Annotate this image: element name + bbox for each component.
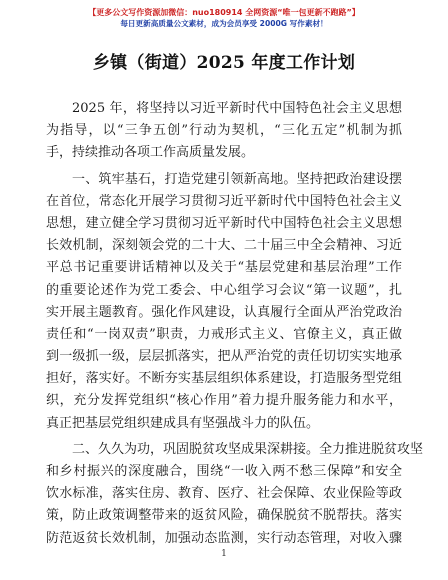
promo-banner — [0, 7, 448, 29]
paragraph-line: 策，防止政策调整带来的返贫风险，确保脱贫不脱帮扶。落实 — [46, 508, 402, 524]
paragraph-line: 和乡村振兴的深度融合，围绕“一收入两不愁三保障”和安全 — [46, 464, 402, 479]
paragraph-line: 防范返贫长效机制，加强动态监测，实行动态管理，对收入骤 — [46, 530, 402, 546]
paragraph-line: 长效机制，深刻领会党的二十大、二十届三中全会精神、习近 — [46, 238, 402, 254]
paragraph — [46, 439, 424, 550]
page-number: 1 — [221, 549, 227, 559]
paragraph-line: 真正把基层党组织建成具有坚强战斗力的队伍。 — [46, 415, 320, 431]
promo-banner-line-2: 每日更新高质量公文素材，成为会员享受 2000G 写作素材！ — [120, 19, 328, 28]
document-title: 乡镇（街道）2025 年度工作计划 — [92, 53, 356, 73]
paragraph-line: 实开展主题教育。强化作风建设，认真履行全面从严治党政治 — [46, 304, 402, 320]
paragraph-line: 担好，落实好。不断夯实基层组织体系建设，打造服务型党组 — [46, 371, 402, 387]
paragraph-line: 思想，建立健全学习贯彻习近平新时代中国特色社会主义思想 — [46, 215, 402, 231]
paragraph — [46, 98, 402, 165]
paragraph-line: 二、久久为功，巩固脱贫攻坚成果深耕接。全力推进脱贫攻坚 — [72, 441, 424, 457]
paragraph-line: 2025 年，将坚持以习近平新时代中国特色社会主义思想 — [72, 101, 402, 116]
paragraph-line: 一、筑牢基石，打造党建引领新高地。坚持把政治建设摆 — [72, 171, 402, 187]
paragraph-line: 责任和“一岗双责”职责，力戒形式主义、官僚主义，真正做 — [46, 326, 402, 342]
paragraph-line: 的重要论述作为党工委会、中心组学习会议“第一议题”，扎 — [46, 282, 402, 298]
paragraph-line: 在首位，常态化开展学习贯彻习近平新时代中国特色社会主义 — [46, 193, 402, 209]
paragraph-line: 织，充分发挥党组织“核心作用”着力提升服务能力和水平， — [46, 393, 402, 409]
promo-banner-line-1: 【更多公文写作资源加微信：nuo180914 全网资源“唯一包更新不跑路”】 — [88, 8, 360, 17]
paragraph-line: 为指导，以“三争五创”行动为契机，“三化五定”机制为抓 — [46, 123, 402, 139]
paragraph-line: 手，持续推动各项工作高质量发展。 — [46, 145, 255, 161]
paragraph — [46, 169, 402, 435]
paragraph-line: 到一级抓一级，层层抓落实，把从严治党的责任切切实实地承 — [46, 349, 402, 365]
paragraph-line: 饮水标准，落实住房、教育、医疗、社会保障、农业保险等政 — [46, 486, 402, 502]
paragraph-line: 平总书记重要讲话精神以及关于“基层党建和基层治理”工作 — [46, 260, 402, 276]
document-body — [46, 98, 424, 550]
